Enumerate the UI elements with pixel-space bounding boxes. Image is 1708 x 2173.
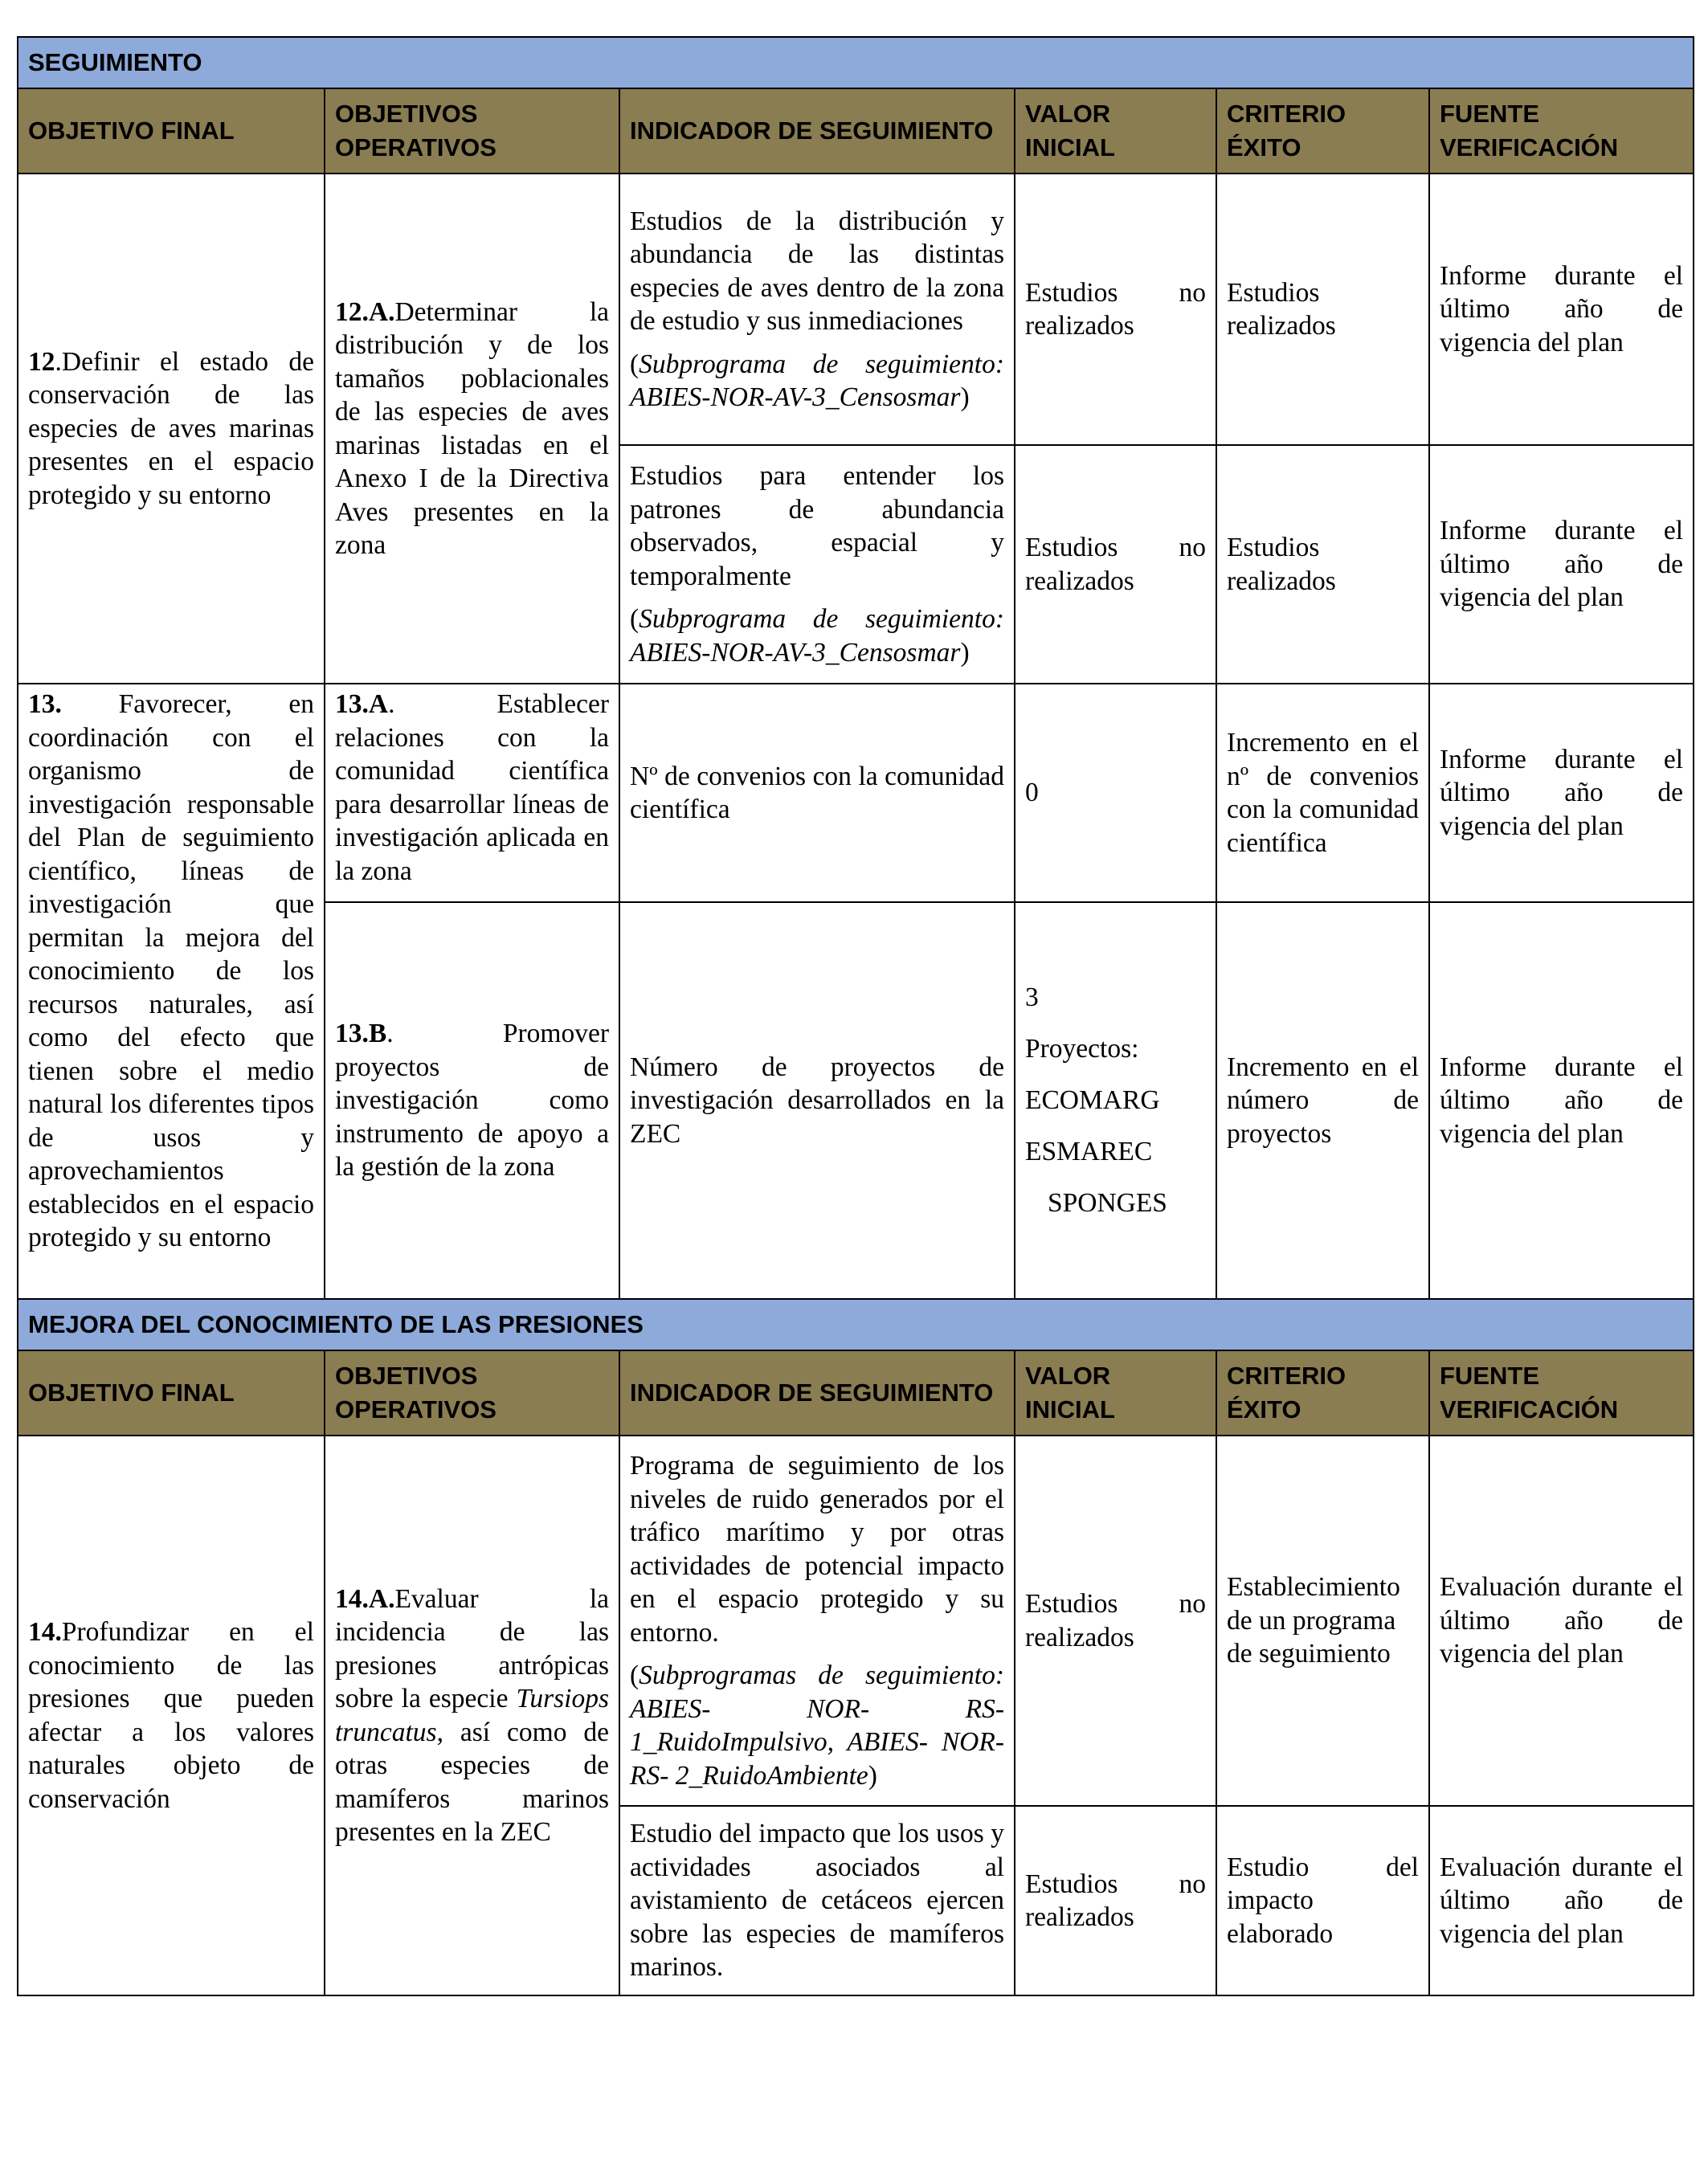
criterio-cell: Estudio del impacto elaborado [1216,1806,1429,1995]
valor-line: SPONGES [1048,1188,1167,1218]
table-row [18,684,1694,902]
section-title-row [18,1299,1694,1350]
operative-number: 13.B [335,1019,387,1049]
indicator-subprogram-ref: (Subprograma de seguimiento: ABIES-NOR-AV-3_Censosmar) [630,604,1004,668]
objetivo-final-cell [18,684,325,1299]
monitoring-table [17,36,1694,1996]
fuente-cell: Informe durante el último año de vigencia del plan [1429,684,1694,902]
table-row [18,1436,1694,1806]
valor-line: 3 [1025,982,1039,1012]
objetivo-operativo-cell [325,174,619,684]
valor-inicial-cell: 0 [1015,684,1216,902]
operative-number: 13.A [335,689,389,719]
operative-text: . Promover proyectos de investigación como instrumento de apoyo a la gestión de la zona [335,1019,609,1182]
section-title-row [18,37,1694,88]
table-row [18,174,1694,445]
objetivo-final-cell [18,174,325,684]
objetivo-final-cell [18,1436,325,1995]
indicador-cell [619,1436,1015,1806]
header-objetivos-operativos: OBJETIVOS OPERATIVOS [325,1350,619,1436]
indicator-text: Estudios de la distribución y abundancia de las distintas especies de aves dentro de la zona de estudio y sus inmediaciones [630,206,1004,336]
header-row [18,1350,1694,1436]
header-criterio: CRITERIO ÉXITO [1216,88,1429,174]
indicador-cell: Nº de convenios con la comunidad científica [619,684,1015,902]
indicator-text: Estudios para entender los patrones de abundancia observados, espacial y temporalmente [630,461,1004,591]
header-row [18,88,1694,174]
header-fuente: FUENTE VERIFICACIÓN [1429,1350,1694,1436]
valor-inicial-cell: Estudios no realizados [1015,1806,1216,1995]
indicator-subprogram-ref: (Subprograma de seguimiento: ABIES-NOR-AV-3_Censosmar) [630,349,1004,412]
indicator-text: Programa de seguimiento de los niveles de ruido generados por el tráfico marítimo y por otras actividades de potencial impacto en el espacio protegido y su entorno. [630,1451,1004,1648]
indicador-cell: Número de proyectos de investigación desarrollados en la ZEC [619,902,1015,1299]
header-criterio: CRITERIO ÉXITO [1216,1350,1429,1436]
objective-text: Favorecer, en coordinación con el organismo de investigación responsable del Plan de seguimiento científico, líneas de investigación que permitan la mejora del conocimiento de los recursos naturales, así como del efecto que tienen sobre el medio natural los diferentes tipos de usos y aprovechamientos establecidos en el espacio protegido y su entorno [28,689,314,1252]
valor-line: ESMAREC [1025,1137,1153,1166]
valor-line: ECOMARG [1025,1085,1160,1115]
header-objetivo-final: OBJETIVO FINAL [18,88,325,174]
valor-inicial-cell [1015,902,1216,1299]
subprogram-text: Subprograma de seguimiento: ABIES-NOR-AV-3_Censosmar [630,349,1004,412]
header-valor-inicial: VALOR INICIAL [1015,1350,1216,1436]
header-indicador: INDICADOR DE SEGUIMIENTO [619,88,1015,174]
header-objetivo-final: OBJETIVO FINAL [18,1350,325,1436]
fuente-cell: Evaluación durante el último año de vigencia del plan [1429,1436,1694,1806]
operative-text: Determinar la distribución y de los tamaños poblacionales de las especies de aves marinas listadas en el Anexo I de la Directiva Aves presentes en la zona [335,296,609,560]
fuente-cell: Informe durante el último año de vigencia del plan [1429,174,1694,445]
criterio-cell: Estudios realizados [1216,445,1429,684]
valor-inicial-cell: Estudios no realizados [1015,445,1216,684]
header-indicador: INDICADOR DE SEGUIMIENTO [619,1350,1015,1436]
objective-number: 14. [28,1617,62,1647]
fuente-cell: Informe durante el último año de vigencia del plan [1429,445,1694,684]
criterio-cell: Establecimiento de un programa de seguimiento [1216,1436,1429,1806]
section-title: MEJORA DEL CONOCIMIENTO DE LAS PRESIONES [18,1299,1694,1350]
indicador-cell [619,174,1015,445]
valor-inicial-cell: Estudios no realizados [1015,174,1216,445]
subprogram-text: Subprogramas de seguimiento: ABIES- NOR- RS- 1_RuidoImpulsivo, ABIES- NOR- RS- 2_RuidoAmbiente [630,1660,1004,1791]
objetivo-operativo-cell [325,902,619,1299]
criterio-cell: Incremento en el nº de convenios con la comunidad científica [1216,684,1429,902]
objective-number: 12 [28,346,55,377]
valor-inicial-cell: Estudios no realizados [1015,1436,1216,1806]
indicador-cell [619,445,1015,684]
objective-text: Profundizar en el conocimiento de las presiones que pueden afectar a los valores naturales objeto de conservación [28,1617,314,1814]
operative-text-pre: Evaluar la incidencia de las presiones antrópicas sobre la especie [335,1583,609,1713]
section-title: SEGUIMIENTO [18,37,1694,88]
objetivo-operativo-cell [325,1436,619,1995]
header-valor-inicial: VALOR INICIAL [1015,88,1216,174]
header-fuente: FUENTE VERIFICACIÓN [1429,88,1694,174]
operative-text-post: , así como de otras especies de mamíferos marinos presentes en la ZEC [335,1717,609,1847]
objective-number: 13. [28,689,62,719]
indicador-cell: Estudio del impacto que los usos y actividades asociados al avistamiento de cetáceos ejercen sobre las especies de mamíferos marinos. [619,1806,1015,1995]
species-name: Tursiops truncatus [335,1684,609,1747]
operative-number: 12.A. [335,296,395,327]
objective-text: .Definir el estado de conservación de las especies de aves marinas presentes en el espacio protegido y su entorno [28,346,314,510]
operative-text: . Establecer relaciones con la comunidad científica para desarrollar líneas de investigación aplicada en la zona [335,689,609,886]
indicator-subprogram-ref: (Subprogramas de seguimiento: ABIES- NOR- RS- 1_RuidoImpulsivo, ABIES- NOR- RS- 2_RuidoAmbiente) [630,1660,1004,1791]
subprogram-text: Subprograma de seguimiento: ABIES-NOR-AV-3_Censosmar [630,604,1004,668]
criterio-cell: Estudios realizados [1216,174,1429,445]
valor-line: Proyectos: [1025,1034,1139,1064]
header-objetivos-operativos: OBJETIVOS OPERATIVOS [325,88,619,174]
fuente-cell: Evaluación durante el último año de vigencia del plan [1429,1806,1694,1995]
criterio-cell: Incremento en el número de proyectos [1216,902,1429,1299]
fuente-cell: Informe durante el último año de vigencia del plan [1429,902,1694,1299]
operative-number: 14.A. [335,1583,395,1614]
objetivo-operativo-cell [325,684,619,902]
